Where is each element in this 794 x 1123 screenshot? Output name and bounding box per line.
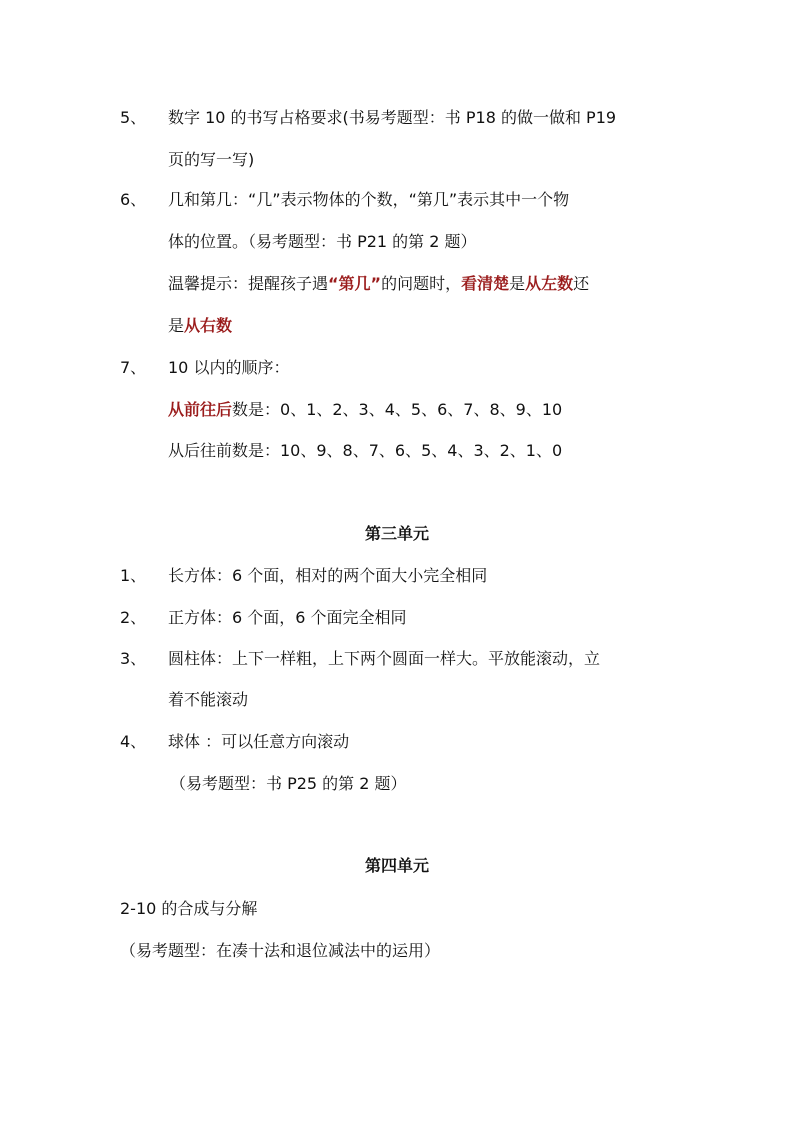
unit-3-item-4-number: 4、 <box>120 732 147 751</box>
unit-3-item-3-text: 圆柱体：上下一样粗，上下两个圆面一样大。平放能滚动，立 <box>168 649 601 668</box>
tip-highlight-from-left: 从左数 <box>525 274 574 293</box>
forward-sequence: 数是：0、1、2、3、4、5、6、7、8、9、10 <box>232 400 563 419</box>
item-6-text-line1: 几和第几：“几”表示物体的个数，“第几”表示其中一个物 <box>168 190 570 209</box>
tip-text: 还 <box>573 274 590 293</box>
unit-3-item-1-number: 1、 <box>120 566 147 585</box>
tip-highlight-look-clearly: 看清楚 <box>461 274 510 293</box>
item-5-number: 5、 <box>120 108 147 127</box>
tip-highlight-from-right: 从右数 <box>184 316 233 335</box>
item-7-text-line1: 10 以内的顺序： <box>168 358 290 377</box>
unit-3-item-3-number: 3、 <box>120 649 147 668</box>
item-7-forward-line <box>168 400 562 420</box>
tip-text: 的问题时， <box>381 274 462 293</box>
item-6-tip-line2 <box>168 316 232 336</box>
unit-3-item-3-text-line2: 着不能滚动 <box>168 690 249 709</box>
forward-label: 从前往后 <box>168 400 233 419</box>
item-6-tip-line1 <box>168 274 589 294</box>
unit-3-item-2-text: 正方体：6 个面，6 个面完全相同 <box>168 608 407 627</box>
unit-4-line2: （易考题型：在凑十法和退位减法中的运用） <box>120 941 441 960</box>
unit-3-heading: 第三单元 <box>364 524 429 543</box>
unit-3-item-4-text: 球体 ：可以任意方向滚动 <box>168 732 350 751</box>
item-6-text-line2: 体的位置。（易考题型：书 P21 的第 2 题） <box>168 232 477 251</box>
item-7-backward-line: 从后往前数是：10、9、8、7、6、5、4、3、2、1、0 <box>168 441 563 460</box>
item-7-number: 7、 <box>120 358 147 377</box>
unit-3-item-2-number: 2、 <box>120 608 147 627</box>
unit-3-item-1-text: 长方体：6 个面，相对的两个面大小完全相同 <box>168 566 488 585</box>
item-6-number: 6、 <box>120 190 147 209</box>
unit-4-line1: 2-10 的合成与分解 <box>120 899 258 918</box>
tip-text: 是 <box>509 274 526 293</box>
tip-text: 温馨提示：提醒孩子遇 <box>168 274 329 293</box>
tip-text: 是 <box>168 316 185 335</box>
unit-4-heading: 第四单元 <box>364 856 429 875</box>
item-5-text-line2: 页的写一写) <box>168 150 255 169</box>
unit-3-note: （易考题型：书 P25 的第 2 题） <box>170 774 407 793</box>
item-5-text-line1: 数字 10 的书写占格要求(书易考题型：书 P18 的做一做和 P19 <box>168 108 617 127</box>
tip-highlight-dijie: “第几” <box>328 274 382 293</box>
